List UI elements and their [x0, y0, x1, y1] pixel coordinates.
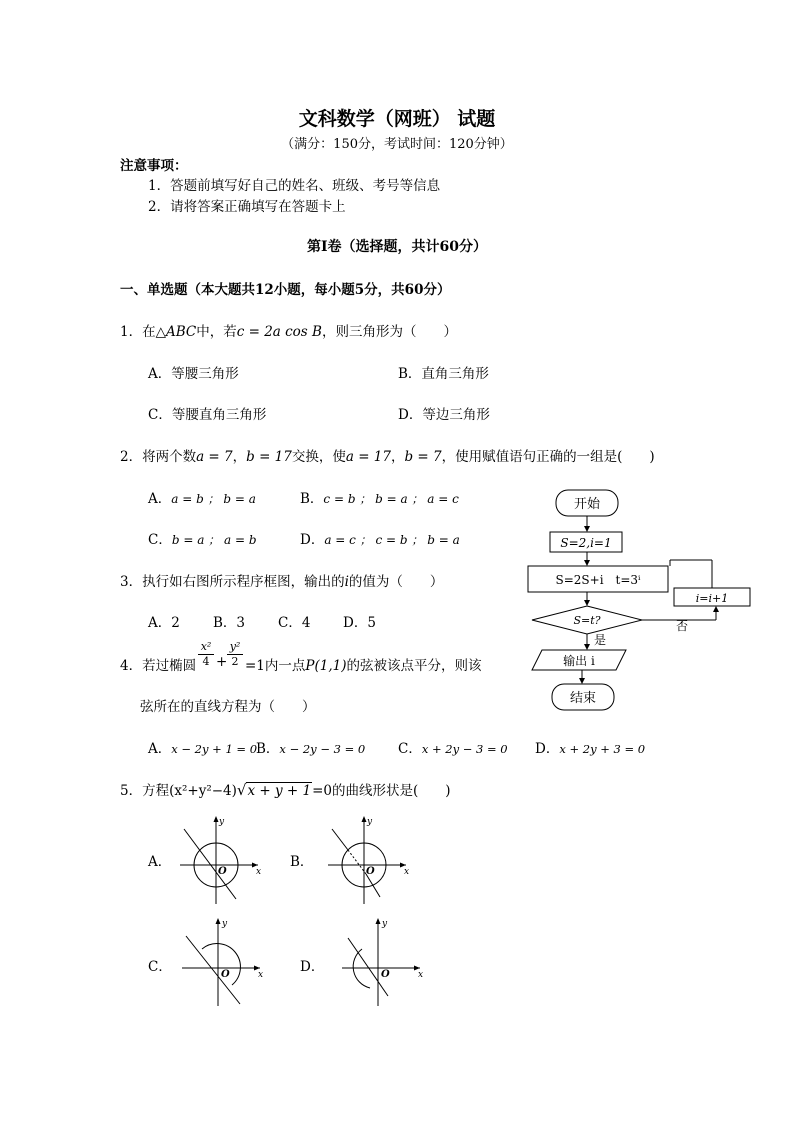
q1-stem-a: 1．在 [120, 324, 156, 340]
flow-no-arrowhead [713, 606, 719, 612]
q4-option-a-text: x − 2y + 1 = 0 [171, 742, 258, 756]
flow-arrowhead-1 [584, 526, 590, 532]
q3-option-a: A．2 [148, 615, 180, 631]
q1-option-b: B．直角三角形 [398, 366, 489, 382]
flow-arrowhead-3 [584, 600, 590, 606]
q4-option-b-text: x − 2y − 3 = 0 [279, 742, 366, 756]
q2-stem-c: ，使用赋值语句正确的一组是( ) [441, 449, 655, 465]
q4-frac2-den: 2 [231, 655, 239, 668]
flow-start-text: 开始 [573, 497, 601, 512]
q2-option-a [148, 487, 256, 507]
y-axis-arrow [376, 918, 381, 924]
y-axis-arrow [216, 918, 221, 924]
flow-decision-text: S=t? [573, 614, 601, 627]
q5-graph-c [180, 912, 266, 1008]
q4-point: P(1,1) [305, 658, 347, 674]
q4-fraction-1 [198, 640, 214, 669]
q4-frac1-num: x² [198, 640, 214, 655]
q3-var: i [344, 574, 349, 590]
q4-stem-b: 内一点 [264, 658, 306, 674]
question-3-stem [120, 570, 443, 590]
question-2-stem [120, 445, 655, 465]
q4-stem-c: 的弦被该点平分，则该 [346, 658, 482, 674]
q5-option-d-label: D． [300, 959, 325, 975]
y-axis-arrow [362, 816, 367, 822]
q3-option-b: B．3 [213, 615, 246, 631]
q4-fraction-2 [227, 640, 243, 669]
origin-label: O [218, 866, 227, 877]
x-label: x [418, 970, 424, 980]
q3-option-c: C．4 [278, 615, 311, 631]
notes-item-2: 2．请将答案正确填写在答题卡上 [148, 199, 346, 215]
q5-option-c-label: C． [148, 959, 172, 975]
line [184, 829, 236, 899]
q5-graph-b [326, 812, 412, 906]
y-label: y [367, 817, 373, 827]
question-4-stem-rest [245, 654, 482, 674]
y-axis-arrow [214, 816, 219, 822]
question-4-stem-label: 4．若过椭圆 [120, 658, 197, 674]
flow-process-text: S=2S+i t=3ⁱ [555, 573, 641, 587]
q5-option-b-label: B． [290, 854, 314, 870]
q4-option-a-label: A． [148, 741, 172, 757]
q2-expr-3: a = 17 [345, 449, 391, 465]
question-4-stem-line2: 弦所在的直线方程为（ ） [140, 699, 316, 715]
part-one-title: 一、单选题（本大题共12小题，每小题5分，共60分） [120, 282, 451, 298]
q5-stem-b: =0的曲线形状是( ) [312, 783, 451, 799]
radical-sign: √ [236, 781, 247, 799]
q5-option-a-label: A． [148, 854, 172, 870]
q2-option-c-text: b = a ； a = b [171, 533, 257, 547]
q4-option-b [256, 737, 365, 757]
q1-stem-c: ，则三角形为（ ） [321, 324, 457, 340]
question-5-stem [120, 779, 451, 799]
q3-option-d: D．5 [343, 615, 376, 631]
flow-output-text: 输出 i [563, 654, 595, 668]
q5-graph-d [340, 912, 426, 1008]
page-title: 文科数学（网班） 试题 [298, 108, 496, 130]
x-label: x [258, 970, 264, 980]
y-label: y [222, 919, 228, 929]
q4-option-d-label: D． [535, 741, 560, 757]
q4-eq: =1 [245, 658, 265, 674]
flow-no-label: 否 [676, 619, 689, 633]
q4-option-c-label: C． [398, 741, 422, 757]
origin-label: O [221, 969, 230, 980]
q2-option-d [300, 528, 460, 548]
q1-expr-triangle: △ABC [155, 324, 197, 340]
y-label: y [219, 817, 225, 827]
flow-init-text: S=2,i=1 [560, 536, 612, 550]
q2-stem-b: 交换，使 [291, 449, 346, 465]
q4-frac2-num: y² [227, 640, 243, 655]
q4-plus: + [216, 654, 228, 670]
flow-loop-text: i=i+1 [695, 592, 729, 605]
q1-expr-condition: c = 2a cos B [236, 324, 322, 340]
q2-sep-2: ， [390, 449, 405, 465]
q4-frac1-den: 4 [202, 655, 210, 668]
q2-option-c [148, 528, 257, 548]
q2-expr-2: b = 17 [246, 449, 292, 465]
q2-sep-1: ， [232, 449, 247, 465]
q2-option-a-text: a = b ； b = a [171, 492, 256, 506]
page-subtitle: （满分：150分，考试时间：120分钟） [281, 137, 513, 152]
q3-stem-b: 的值为（ ） [348, 574, 444, 590]
q2-option-c-label: C． [148, 532, 172, 548]
q1-option-a: A．等腰三角形 [148, 366, 239, 382]
x-label: x [404, 867, 410, 877]
q4-option-a [148, 737, 257, 757]
q1-stem-b: 中，若 [196, 324, 237, 340]
q4-option-c-text: x + 2y − 3 = 0 [421, 742, 508, 756]
q5-graph-a [178, 812, 264, 906]
line [186, 936, 240, 1004]
flow-arrowhead-4 [579, 678, 585, 684]
q4-option-c [398, 737, 508, 757]
q2-option-b-text: c = b ； b = a ； a = c [323, 492, 459, 506]
q2-expr-4: b = 7 [404, 449, 442, 465]
line-dashed [348, 850, 366, 874]
line-lower [366, 874, 380, 897]
q2-stem-a: 2．将两个数 [120, 449, 197, 465]
flow-arrowhead-2 [584, 560, 590, 566]
q1-option-d: D．等边三角形 [398, 407, 490, 423]
flow-end-text: 结束 [569, 691, 597, 706]
x-label: x [256, 867, 262, 877]
q5-radicand: x + y + 1 [247, 783, 312, 799]
flow-yes-label: 是 [594, 633, 607, 647]
flow-yes-arrowhead [584, 644, 590, 650]
origin-label: O [366, 866, 375, 877]
q4-option-d-text: x + 2y + 3 = 0 [559, 742, 646, 756]
q1-option-c: C．等腰直角三角形 [148, 407, 267, 423]
section-title: 第Ⅰ卷（选择题，共计60分） [306, 239, 488, 255]
q2-option-a-label: A． [148, 491, 172, 507]
q2-expr-1: a = 7 [196, 449, 233, 465]
origin-label: O [381, 969, 390, 980]
notes-heading: 注意事项： [120, 158, 188, 174]
q2-option-b [300, 487, 459, 507]
q3-stem-a: 3．执行如右图所示程序框图，输出的 [120, 574, 345, 590]
question-1-stem [120, 320, 457, 340]
flowchart [520, 484, 760, 716]
q4-option-b-label: B． [256, 741, 280, 757]
q4-option-d [535, 737, 645, 757]
q2-option-d-text: a = c ； c = b ； b = a [324, 533, 460, 547]
line-upper [332, 829, 348, 850]
y-label: y [382, 919, 388, 929]
q2-option-d-label: D． [300, 532, 325, 548]
q2-option-b-label: B． [300, 491, 324, 507]
q5-stem-a: 5．方程(x²+y²−4) [120, 783, 237, 799]
notes-item-1: 1．答题前填写好自己的姓名、班级、考号等信息 [148, 178, 441, 194]
